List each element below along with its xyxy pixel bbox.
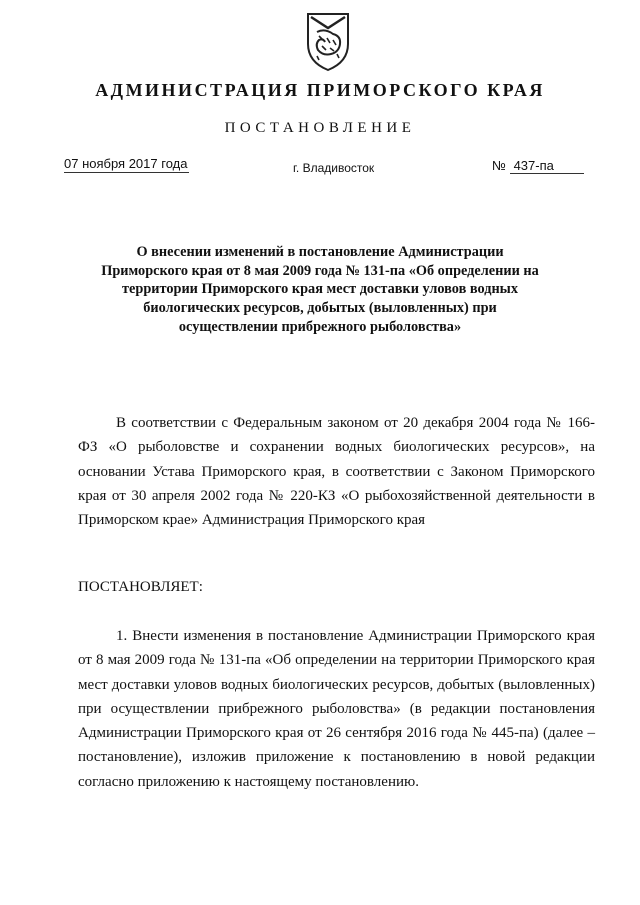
preamble-paragraph: В соответствии с Федеральным законом от 20 декабря 2004 года № 166-ФЗ «О рыболовстве и сохранении водных биологических ресурсов», на основании Устава Приморского края, в соответствии с Законом Приморского края от 30 апреля 2002 года № 220-КЗ «О рыбохозяйственной деятельности в Приморском крае» Администрация Приморского края bbox=[78, 415, 595, 529]
coat-of-arms-icon bbox=[303, 10, 353, 74]
document-city: г. Владивосток bbox=[293, 161, 375, 175]
item-1-paragraph: 1. Внести изменения в постановление Администрации Приморского края от 8 мая 2009 года № 131-па «Об определении на территории Приморского края мест доставки уловов водных биологических ресурсов, добытых (выловленных) при осуществлении прибрежного рыболовства» (в редакции постановления Администрации Приморского края от 26 сентября 2016 года № 445-па) (далее – постановление), изложив приложение к постановлению в новой редакции согласно приложению к настоящему постановлению. bbox=[78, 628, 595, 790]
decree-word: ПОСТАНОВЛЯЕТ: bbox=[78, 579, 203, 595]
document-type: ПОСТАНОВЛЕНИЕ bbox=[224, 120, 416, 136]
document-title: О внесении изменений в постановление Администрации Приморского края от 8 мая 2009 года № 131-па «Об определении на территории Приморского края мест доставки уловов водных биологических ресурсов, добытых (выловленных) при осуществлении прибрежного рыболовства» bbox=[101, 244, 539, 335]
number-value: 437-па bbox=[510, 158, 584, 174]
document-number bbox=[492, 158, 584, 174]
organization-title: АДМИНИСТРАЦИЯ ПРИМОРСКОГО КРАЯ bbox=[95, 80, 545, 100]
number-prefix: № bbox=[492, 158, 506, 173]
document-date: 07 ноября 2017 года bbox=[64, 156, 188, 171]
